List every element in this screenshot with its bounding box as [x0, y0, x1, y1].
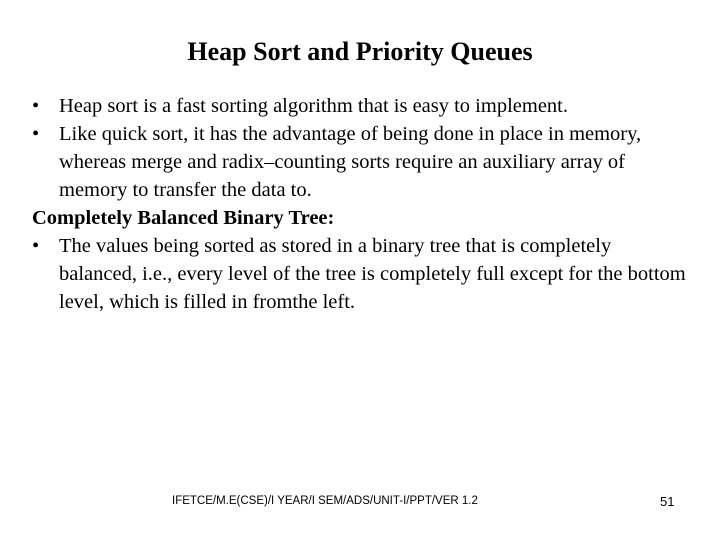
bullet-item: [32, 120, 692, 204]
slide-footer: IFETCE/M.E(CSE)/I YEAR/I SEM/ADS/UNIT-I/PPT/VER 1.2: [172, 495, 478, 507]
slide-title: Heap Sort and Priority Queues: [187, 37, 533, 66]
slide-body: [32, 92, 692, 316]
page-number: 51: [660, 494, 675, 509]
bullet-item: [32, 92, 692, 120]
bullet-text: Heap sort is a fast sorting algorithm that is easy to implement.: [59, 95, 568, 117]
bullet-marker: •: [32, 123, 40, 145]
section-heading: Completely Balanced Binary Tree:: [32, 207, 335, 229]
bullet-marker: •: [32, 235, 40, 257]
bullet-item: [32, 232, 692, 316]
bullet-text: The values being sorted as stored in a binary tree that is completely balanced, i.e., every level of the tree is completely full except for the bottom level, which is filled in fromthe left.: [59, 235, 686, 313]
bullet-marker: •: [32, 95, 40, 117]
bullet-text: Like quick sort, it has the advantage of being done in place in memory, whereas merge and radix–counting sorts require an auxiliary array of memory to transfer the data to.: [59, 123, 642, 201]
